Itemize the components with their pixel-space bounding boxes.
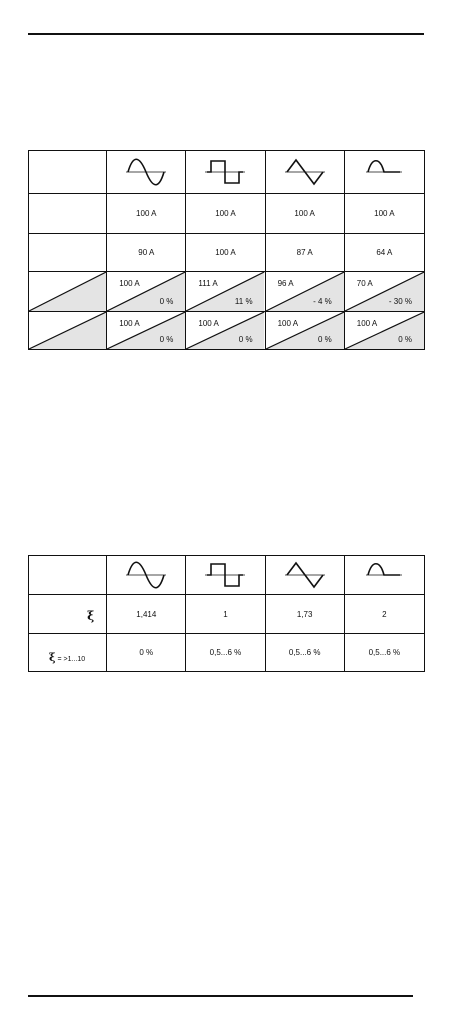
value-cell: 2 <box>344 595 424 634</box>
crest-range-label <box>49 651 85 664</box>
table-row <box>29 151 425 194</box>
square-wave-icon <box>186 151 265 194</box>
value-cell: 90 A <box>107 234 186 272</box>
crest-range-label-cell <box>29 634 107 672</box>
row-label-cell <box>29 194 107 234</box>
error-percent: - 4 % <box>313 297 332 306</box>
diagonal-value-cell <box>344 312 424 350</box>
table-row <box>29 234 425 272</box>
top-rule <box>28 33 424 35</box>
table-row <box>29 194 425 234</box>
crest-factor-label-cell <box>29 595 107 634</box>
header-empty-cell <box>29 151 107 194</box>
value-cell: 1 <box>186 595 265 634</box>
value-cell: 0,5...6 % <box>344 634 424 672</box>
error-percent: 0 % <box>159 297 174 306</box>
value-cell: 100 A <box>186 194 265 234</box>
error-percent: 0 % <box>317 335 332 344</box>
triangle-wave-icon <box>265 556 344 595</box>
diagonal-value-cell <box>265 312 344 350</box>
error-percent: - 30 % <box>388 297 412 306</box>
diagonal-label-cell <box>29 272 107 312</box>
value-cell: 0 % <box>107 634 186 672</box>
error-percent: 0 % <box>238 335 253 344</box>
measured-value: 100 A <box>356 319 378 328</box>
error-percent: 11 % <box>234 297 253 306</box>
range-text: = >1...10 <box>57 656 86 663</box>
value-cell: 100 A <box>344 194 424 234</box>
measured-value: 70 A <box>356 279 373 288</box>
measured-value: 100 A <box>119 279 140 288</box>
value-cell: 87 A <box>265 234 344 272</box>
value-cell: 1,414 <box>107 595 186 634</box>
diagonal-label-cell <box>29 312 107 350</box>
triangle-wave-icon <box>265 151 344 194</box>
value-cell: 100 A <box>107 194 186 234</box>
value-cell: 1,73 <box>265 595 344 634</box>
diagonal-value-cell <box>265 272 344 312</box>
value-cell: 64 A <box>344 234 424 272</box>
diagonal-value-cell <box>107 312 186 350</box>
measured-value: 111 A <box>198 279 218 288</box>
measured-value: 100 A <box>198 319 219 328</box>
xi-symbol: ξ <box>49 651 56 664</box>
diagonal-value-cell <box>186 312 265 350</box>
half-wave-icon <box>344 151 424 194</box>
value-cell: 100 A <box>186 234 265 272</box>
value-cell: 0,5...6 % <box>265 634 344 672</box>
value-cell: 100 A <box>265 194 344 234</box>
xi-symbol: ξ <box>87 609 95 623</box>
row-label-cell <box>29 234 107 272</box>
measurement-table <box>28 150 425 350</box>
table-row <box>29 556 425 595</box>
measured-value: 100 A <box>119 319 140 328</box>
error-percent: 0 % <box>398 335 412 344</box>
table-row <box>29 312 425 350</box>
header-empty-cell <box>29 556 107 595</box>
measured-value: 100 A <box>277 319 299 328</box>
square-wave-icon <box>186 556 265 595</box>
half-wave-icon <box>344 556 424 595</box>
table-row <box>29 272 425 312</box>
diagonal-value-cell <box>186 272 265 312</box>
sine-wave-icon <box>107 151 186 194</box>
diagonal-value-cell <box>344 272 424 312</box>
table-row <box>29 595 425 634</box>
sine-wave-icon <box>107 556 186 595</box>
table-row <box>29 634 425 672</box>
bottom-rule <box>28 995 413 997</box>
diagonal-value-cell <box>107 272 186 312</box>
error-percent: 0 % <box>159 335 174 344</box>
value-cell: 0,5...6 % <box>186 634 265 672</box>
crest-factor-table <box>28 555 425 672</box>
measured-value: 96 A <box>277 279 294 288</box>
